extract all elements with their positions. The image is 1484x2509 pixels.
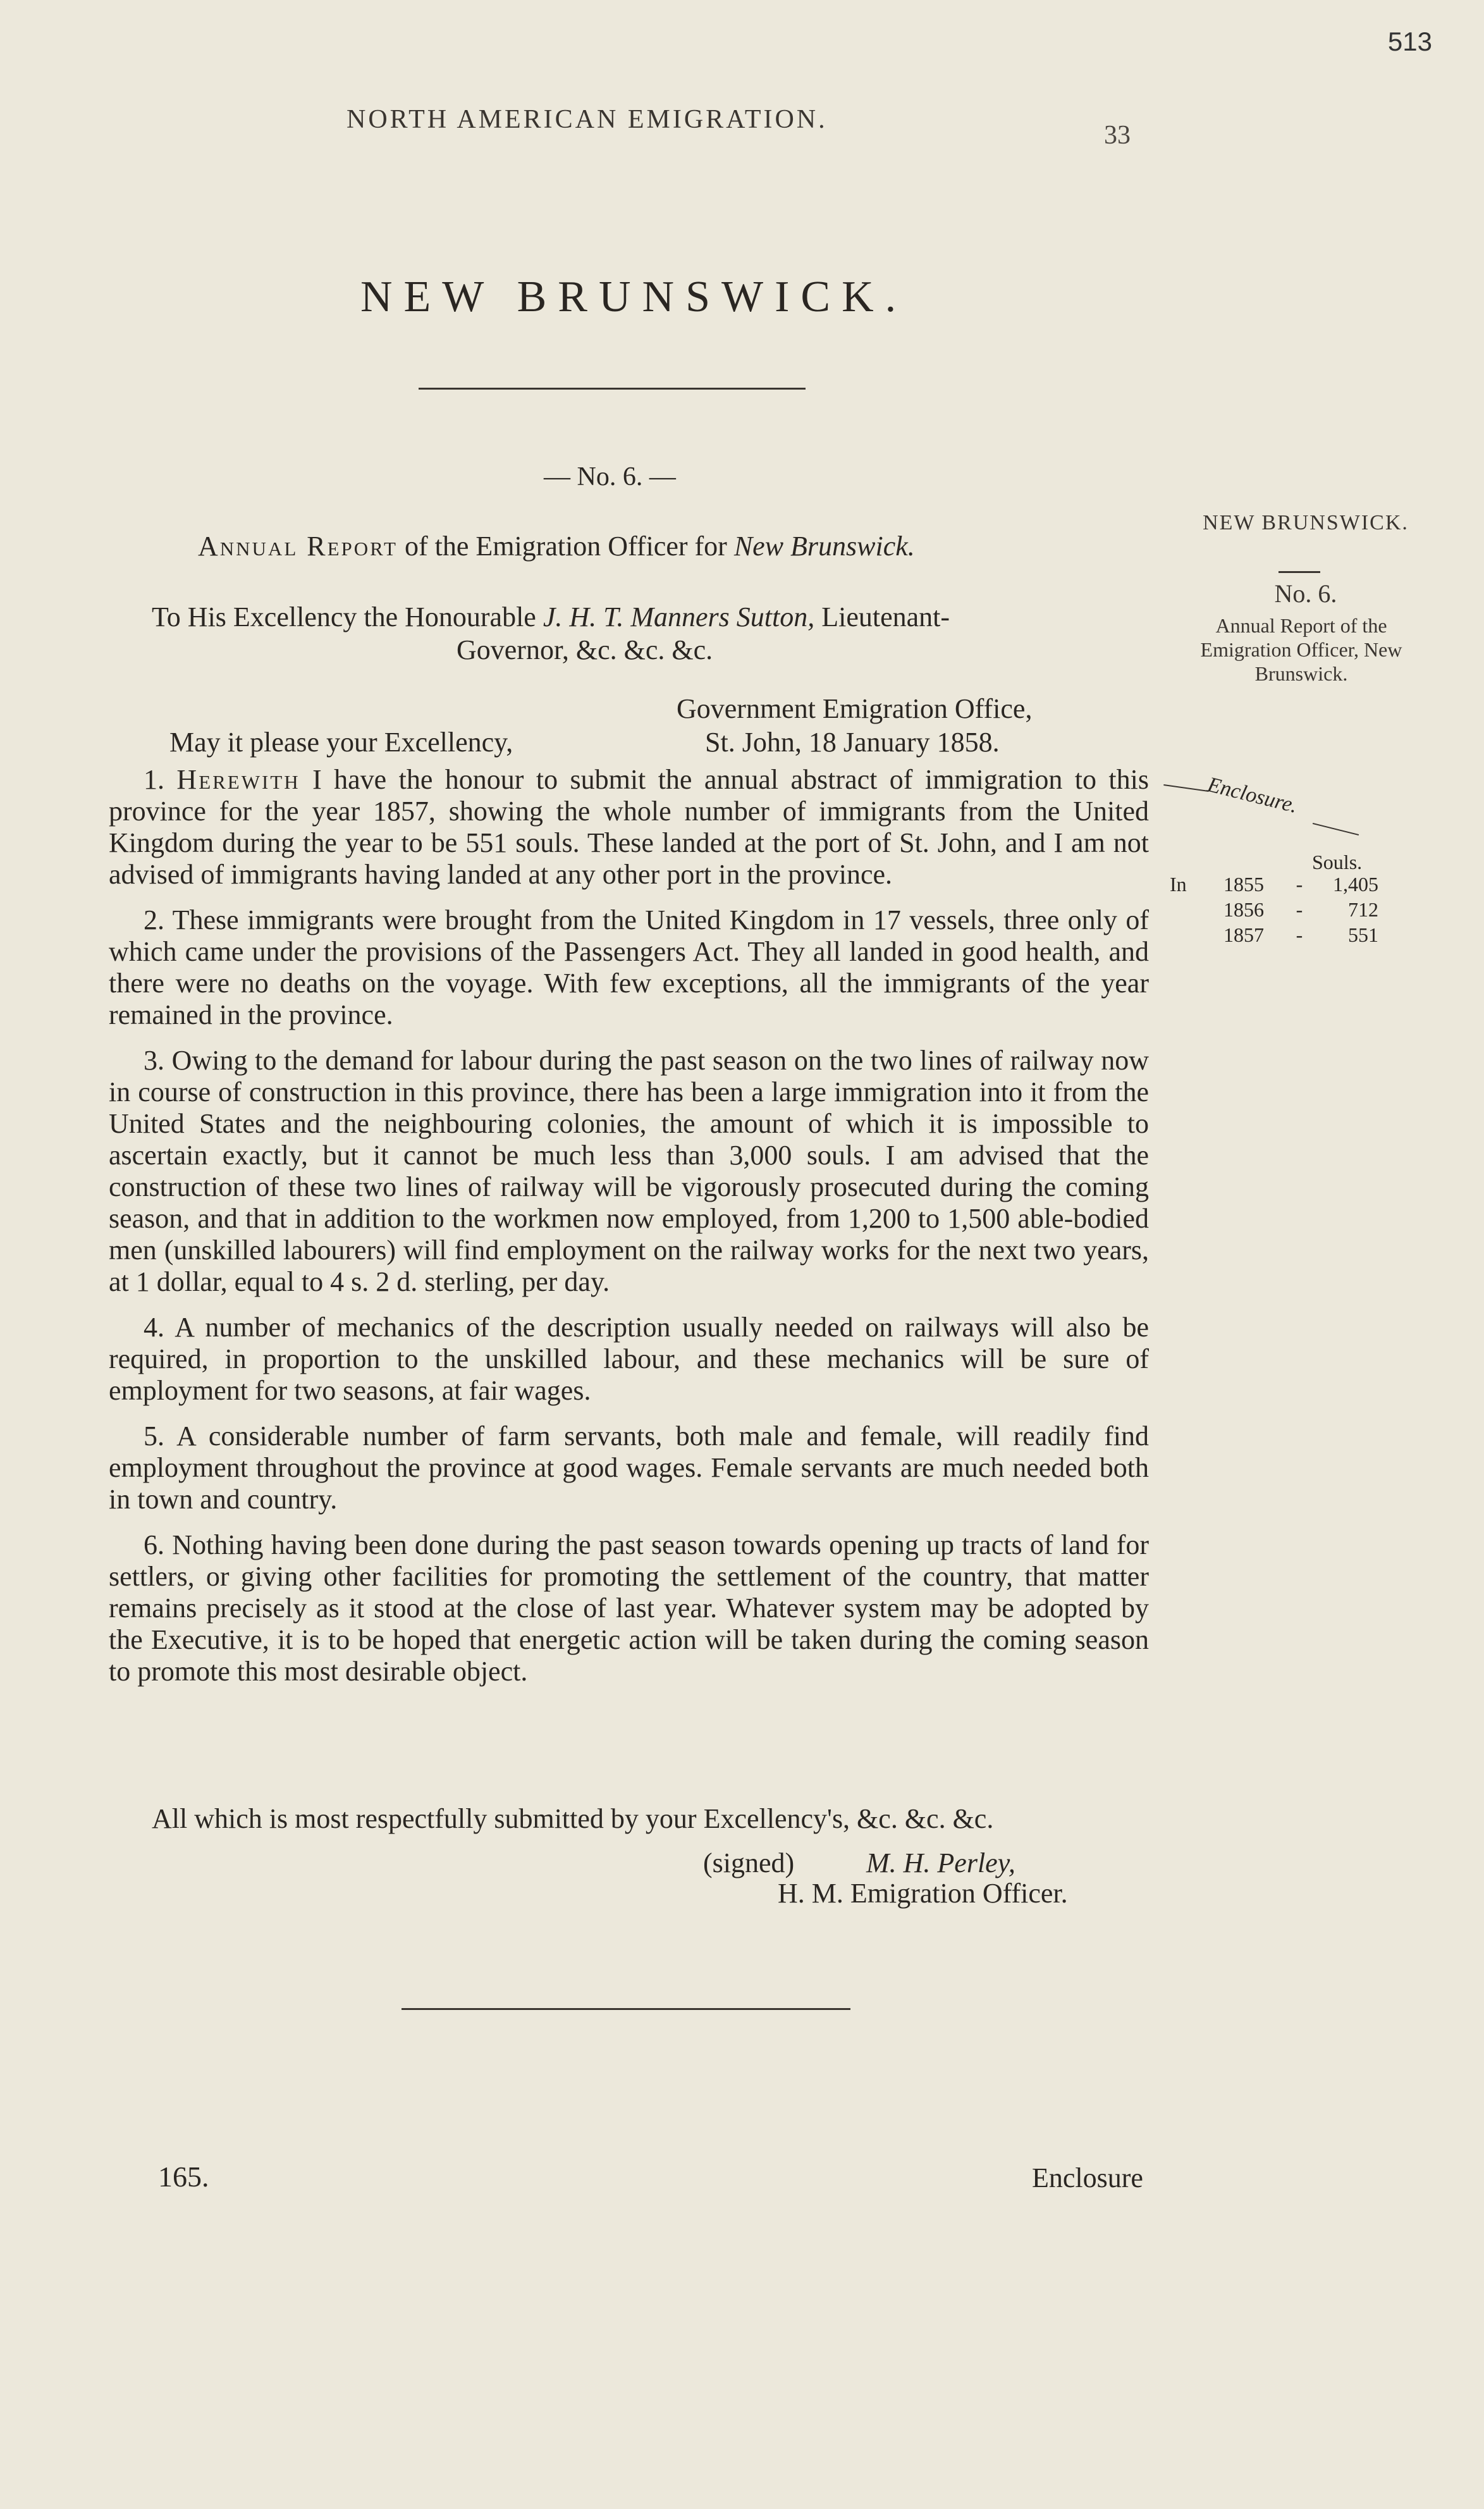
address-prefix: To His Excellency the Honourable <box>152 601 543 632</box>
paragraph-number: 6. <box>144 1529 173 1560</box>
paragraph-text: A number of mechanics of the description usually needed on railways will also be required, in proportion to the unskilled labour, and these mechanics will be sure of employment for two seasons, at fair wages. <box>109 1312 1149 1406</box>
souls-dash: - <box>1296 898 1303 921</box>
souls-dash: - <box>1296 873 1303 896</box>
document-number: — No. 6. — <box>544 462 676 491</box>
signer-name: M. H. Perley, <box>866 1847 1015 1878</box>
place-date: St. John, 18 January 1858. <box>705 727 1000 758</box>
folio-number: 513 <box>1387 27 1432 56</box>
margin-region: NEW BRUNSWICK. <box>1203 511 1409 534</box>
souls-prefix: In <box>1170 873 1187 896</box>
closing-line: All which is most respectfully submitted by your Excellency's, &c. &c. &c. <box>152 1803 994 1834</box>
title-rule <box>419 388 806 390</box>
souls-count: 712 <box>1348 898 1378 921</box>
report-heading <box>198 530 915 562</box>
signed-label: (signed) <box>703 1847 795 1878</box>
margin-rule <box>1279 571 1320 573</box>
report-body <box>109 764 1149 1701</box>
address-suffix: Lieutenant- <box>814 601 950 632</box>
signer-office: H. M. Emigration Officer. <box>778 1878 1068 1909</box>
souls-count: 551 <box>1348 923 1378 946</box>
paragraph-text: Nothing having been done during the past season towards opening up tracts of land for settlers, or giving other facilities for promoting the settlement of the country, that matter remains precisely as it stood at the close of last year. Whatever system may be adopted by the Executive, it is to be hoped that energetic action will be taken during the coming season to promote this most desirable object. <box>109 1529 1150 1687</box>
paragraph-number: 4. <box>144 1312 175 1343</box>
running-head: NORTH AMERICAN EMIGRATION. <box>346 105 828 134</box>
paragraph-text: Owing to the demand for labour during the past season on the two lines of railway now in course of construction in this province, there has been a large immigration into it from the United States and the neighbouring colonies, the amount of which it is impossible to ascertain exactly, but it cannot be much less than 3,000 souls. I am advised that the construction of these two lines of railway will be vigorously prosecuted during the coming season, and that in addition to the workmen now employed, from 1,200 to 1,500 able-bodied men (unskilled labourers) will find employment on the railway works for the next two years, at 1 dollar, equal to 4 s. 2 d. sterling, per day. <box>109 1045 1150 1297</box>
souls-row <box>1170 922 1378 947</box>
margin-description: Annual Report of the Emigration Officer, New Brunswick. <box>1200 614 1402 685</box>
souls-count: 1,405 <box>1333 873 1378 896</box>
paragraph-text: I have the honour to submit the annual abstract of immigration to this province for the year 1857, showing the whole number of immigrants from the United Kingdom during the year to be 551 souls. These landed at the port of St. John, and I am not advised of immigrants having landed at any other port in the province. <box>109 764 1150 890</box>
souls-dash: - <box>1296 923 1303 946</box>
souls-year: 1857 <box>1223 923 1264 946</box>
paragraph-3 <box>109 1045 1149 1298</box>
paragraph-number: 1. <box>144 764 177 795</box>
footer-number: 165. <box>158 2161 209 2193</box>
paragraph-1 <box>109 764 1149 891</box>
souls-year: 1855 <box>1223 873 1264 896</box>
margin-enclosure: Enclosure. <box>1205 773 1300 818</box>
souls-prefix <box>1170 922 1223 947</box>
paragraph-text: These immigrants were brought from the United Kingdom in 17 vessels, three only of which came under the provisions of the Passengers Act. They all landed in good health, and there were no deaths on the voyage. With few exceptions, all the immigrants of the year remained in the province. <box>109 904 1149 1030</box>
souls-table <box>1170 872 1378 947</box>
paragraph-text: A considerable number of farm servants, both male and female, will readily find employment throughout the province at good wages. Female servants are much needed both in town and country. <box>109 1421 1149 1515</box>
page-title: NEW BRUNSWICK. <box>360 273 908 321</box>
page-number: 33 <box>1104 121 1131 150</box>
paragraph-5 <box>109 1421 1149 1515</box>
paragraph-4 <box>109 1312 1149 1407</box>
paragraph-6 <box>109 1529 1149 1687</box>
paragraph-number: 2. <box>144 904 173 935</box>
report-heading-text: of the Emigration Officer for <box>397 531 734 562</box>
souls-header: Souls. <box>1312 851 1363 873</box>
margin-number: No. 6. <box>1274 579 1337 608</box>
enclosure-tick-2 <box>1313 823 1359 835</box>
address-name: J. H. T. Manners Sutton, <box>543 601 815 632</box>
enclosure-tick <box>1163 784 1209 792</box>
paragraph-2 <box>109 904 1149 1031</box>
paragraph-number: 3. <box>144 1045 172 1076</box>
address-block <box>152 601 1138 667</box>
souls-prefix <box>1170 897 1223 922</box>
paragraph-number: 5. <box>144 1421 177 1452</box>
catchword: Enclosure <box>1032 2162 1143 2193</box>
souls-row <box>1170 897 1378 922</box>
souls-row <box>1170 872 1378 897</box>
report-heading-caps: Annual Report <box>198 531 398 562</box>
end-rule <box>402 2008 850 2010</box>
report-heading-place: New Brunswick. <box>733 531 915 562</box>
paragraph-lead-word: Herewith <box>176 764 300 795</box>
salutation: May it please your Excellency, <box>169 727 513 758</box>
government-office: Government Emigration Office, <box>677 693 1033 724</box>
address-line2: Governor, &c. &c. &c. <box>457 634 713 665</box>
souls-year: 1856 <box>1223 898 1264 921</box>
